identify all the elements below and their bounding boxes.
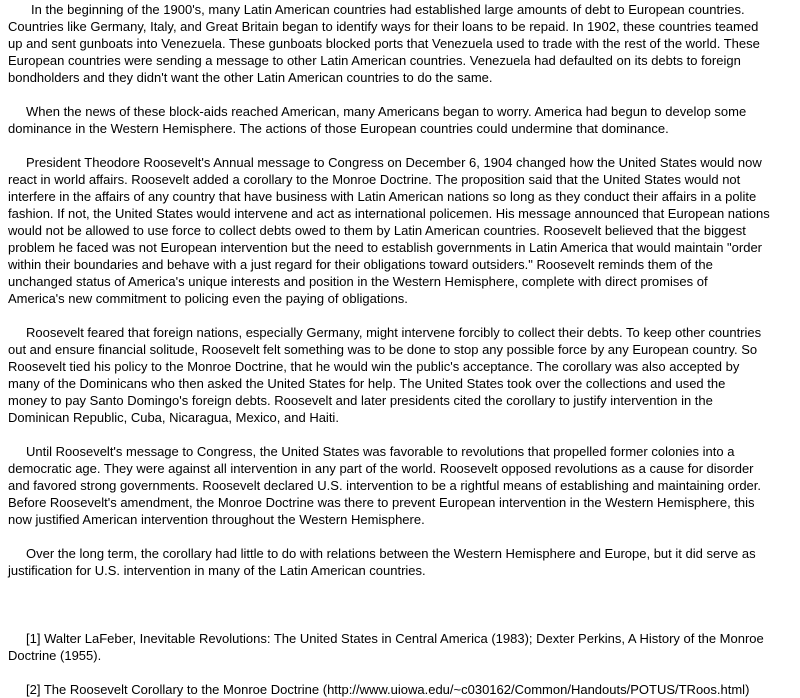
text-line: Over the long term, the corollary had little to do with relations between the Western Hemisphere and Europe, but it did serve as [26, 546, 756, 561]
text-line: Doctrine (1955). [8, 648, 102, 663]
text-line: react in world affairs. Roosevelt added a corollary to the Monroe Doctrine. The proposition said that the United States would not [8, 172, 741, 187]
text-line: Until Roosevelt's message to Congress, the United States was favorable to revolutions that propelled former colonies into a [26, 444, 735, 459]
paragraph [8, 154, 800, 307]
text-line: European countries were sending a message to other Latin American countries. Venezuela had defaulted on its debts to foreign [8, 53, 741, 68]
text-line: In the beginning of the 1900's, many Latin American countries had established large amounts of debt to European countries. [31, 2, 745, 17]
text-line: problem he faced was not European intervention but the need to establish governments in Latin America that would maintain "order [8, 240, 763, 255]
text-line: would not be allowed to use force to collect debts owed to them by Latin American countries. Roosevelt believed that the biggest [8, 223, 746, 238]
paragraph [8, 545, 800, 579]
paragraph [8, 324, 800, 426]
text-line: Dominican Republic, Cuba, Nicaragua, Mexico, and Haiti. [8, 410, 339, 425]
text-line: many of the Dominicans who then asked the United States for help. The United States took over the collections and used the [8, 376, 726, 391]
text-line: America's new commitment to policing even the paying of obligations. [8, 291, 408, 306]
footnote [8, 630, 800, 664]
text-line: money to pay Santo Domingo's foreign debts. Roosevelt and later presidents cited the corollary to justify intervention in the [8, 393, 713, 408]
footnotes [8, 630, 800, 698]
text-line: Countries like Germany, Italy, and Great Britain began to identify ways for their loans to be repaid. In 1902, these countries teamed [8, 19, 759, 34]
text-line: democratic age. They were against all intervention in any part of the world. Roosevelt opposed revolutions as a cause for disorder [8, 461, 754, 476]
text-line: Before Roosevelt's amendment, the Monroe Doctrine was there to prevent European intervention in the Western Hemisphere, this [8, 495, 755, 510]
text-line: within their boundaries and behave with a just regard for their obligations toward outsiders." Roosevelt reminds them of the [8, 257, 713, 272]
text-line: [1] Walter LaFeber, Inevitable Revolutions: The United States in Central America (1983); Dexter Perkins, A History of the Monroe [26, 631, 764, 646]
text-line: President Theodore Roosevelt's Annual message to Congress on December 6, 1904 changed how the United States would now [26, 155, 762, 170]
text-line: interfere in the affairs of any country that have business with Latin American nations so long as they conduct their affairs in a polite [8, 189, 757, 204]
text-line: fashion. If not, the United States would intervene and act as international policemen. His message announced that European nations [8, 206, 770, 221]
text-line: dominance in the Western Hemisphere. The actions of those European countries could undermine that dominance. [8, 121, 669, 136]
text-line: Roosevelt tied his policy to the Monroe Doctrine, that he would win the public's acceptance. The corollary was also accepted by [8, 359, 740, 374]
text-line: out and ensure financial solitude, Roosevelt felt something was to be done to stop any possible force by any European country. So [8, 342, 758, 357]
text-line: [2] The Roosevelt Corollary to the Monroe Doctrine (http://www.uiowa.edu/~c030162/Common/Handouts/POTUS/TRoos.html) [26, 682, 750, 697]
text-line: When the news of these block-aids reached American, many Americans began to worry. America had begun to develop some [26, 104, 747, 119]
text-line: up and sent gunboats into Venezuela. These gunboats blocked ports that Venezuela used to trade with the rest of the world. These [8, 36, 760, 51]
text-line: now justified American intervention throughout the Western Hemisphere. [8, 512, 425, 527]
paragraph [8, 103, 800, 137]
paragraph [8, 443, 800, 528]
text-line: and favored strong governments. Roosevelt declared U.S. intervention to be a rightful means of establishing and maintaining order. [8, 478, 761, 493]
paragraph [8, 1, 800, 86]
text-line: unchanged status of America's unique interests and position in the Western Hemisphere, complete with direct promises of [8, 274, 708, 289]
essay-paragraphs [8, 1, 800, 579]
text-line: justification for U.S. intervention in many of the Latin American countries. [8, 563, 426, 578]
text-line: Roosevelt feared that foreign nations, especially Germany, might intervene forcibly to collect their debts. To keep other countries [26, 325, 762, 340]
text-line: bondholders and they didn't want the other Latin American countries to do the same. [8, 70, 493, 85]
footnote [8, 681, 800, 698]
